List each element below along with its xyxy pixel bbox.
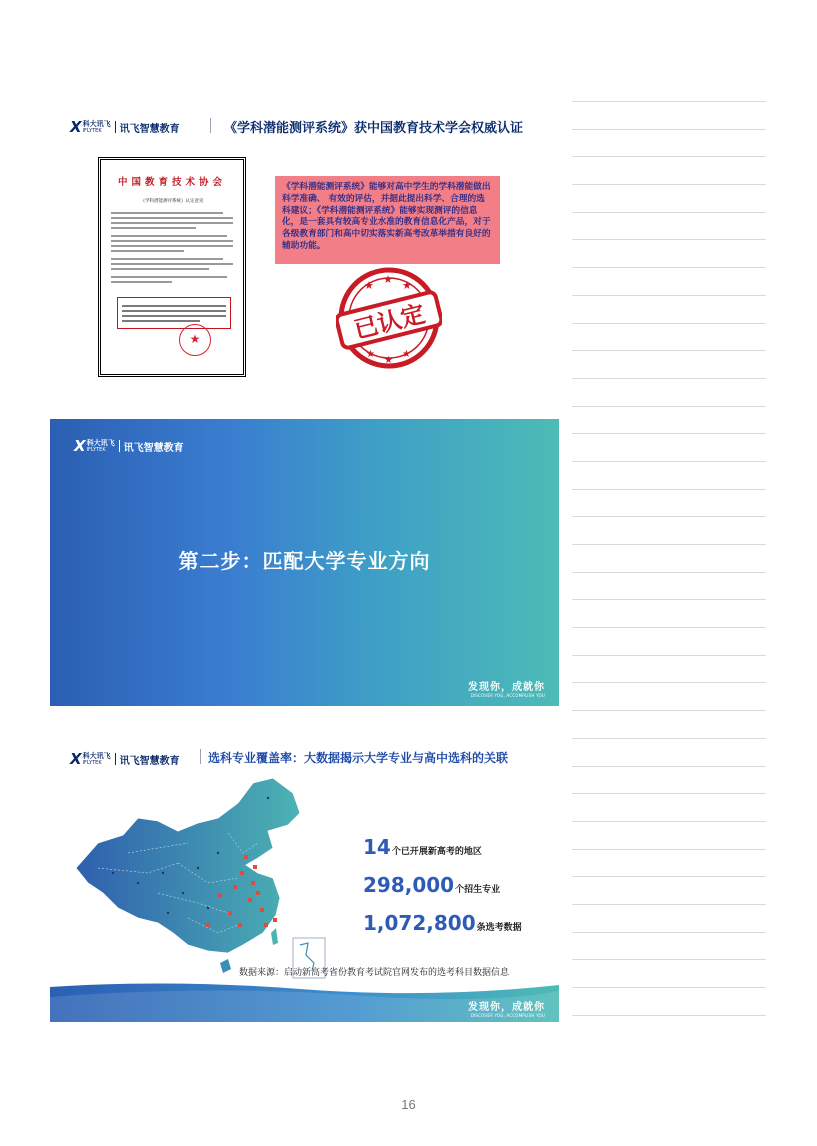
iflytek-mark-icon: X bbox=[70, 118, 81, 136]
slogan-cn: 发现你，成就你 bbox=[468, 1002, 545, 1013]
logo-divider bbox=[115, 753, 116, 765]
description-text: 《学科潜能测评系统》能够对高中学生的学科潜能做出科学准确、 有效的评估，并据此提出科学、合理的选科建议；《学科潜能测评系统》能够实现测评的信息化，是一套具有较高专业水准的教育信息化产品，对于各级教育部门和高中切实落实新高考改革举措有良好的辅助功能。 bbox=[282, 182, 491, 251]
data-source-note: 数据来源：启动新高考省份教育考试院官网发布的选考科目数据信息 bbox=[239, 968, 510, 978]
certificate-body-text bbox=[111, 212, 233, 283]
svg-text:★: ★ bbox=[383, 273, 393, 286]
slide-step-two bbox=[50, 419, 559, 706]
certificate-highlight-box bbox=[117, 297, 231, 329]
iflytek-logo bbox=[70, 118, 180, 136]
stat-records bbox=[363, 911, 522, 935]
slogan bbox=[468, 678, 545, 698]
stat-number: 14 bbox=[363, 835, 391, 859]
certificate-subtitle: 《学科潜能测评系统》认定意见 bbox=[140, 199, 204, 204]
stat-regions bbox=[363, 835, 482, 859]
svg-text:★: ★ bbox=[402, 349, 411, 360]
stat-label: 个招生专业 bbox=[455, 885, 501, 895]
certificate-document bbox=[98, 157, 246, 377]
iflytek-logo bbox=[74, 437, 184, 455]
brand-edu: 讯飞智慧教育 bbox=[119, 123, 180, 135]
slogan-cn: 发现你，成就你 bbox=[468, 682, 545, 693]
brand-name-cn: 科大讯飞 bbox=[82, 751, 111, 760]
brand-name-cn: 科大讯飞 bbox=[86, 438, 115, 447]
certificate-header: 中国教育技术协会 bbox=[117, 177, 226, 188]
svg-text:★: ★ bbox=[364, 279, 374, 292]
slogan bbox=[468, 998, 545, 1018]
iflytek-mark-icon: X bbox=[74, 437, 85, 455]
slogan-en: DISCOVER YOU, ACCOMPLISH YOU bbox=[470, 1013, 545, 1018]
brand-name-en: IFLYTEK bbox=[86, 446, 106, 453]
stat-label: 条选考数据 bbox=[476, 923, 522, 933]
page-number: 16 bbox=[401, 1097, 416, 1112]
logo-divider bbox=[115, 121, 116, 133]
stat-label: 个已开展新高考的地区 bbox=[391, 847, 482, 857]
certificate-seal-icon: ★ bbox=[179, 324, 211, 356]
china-map-icon bbox=[68, 773, 328, 983]
slide-certification bbox=[50, 101, 559, 391]
title-divider bbox=[210, 118, 211, 133]
stat-number: 298,000 bbox=[363, 873, 455, 897]
slide-title: 选科专业覆盖率：大数据揭示大学专业与高中选科的关联 bbox=[208, 751, 509, 765]
brand-edu: 讯飞智慧教育 bbox=[119, 755, 180, 767]
svg-text:★: ★ bbox=[366, 349, 375, 360]
stamp-text: 已认定 bbox=[351, 299, 428, 345]
svg-text:★: ★ bbox=[384, 355, 393, 366]
svg-text:★: ★ bbox=[402, 279, 412, 292]
iflytek-logo bbox=[70, 750, 180, 768]
slide-heading: 第二步：匹配大学专业方向 bbox=[178, 549, 431, 573]
slide-title: 《学科潜能测评系统》获中国教育技术学会权威认证 bbox=[224, 121, 524, 136]
notes-lines bbox=[572, 101, 766, 1042]
stat-majors bbox=[363, 873, 500, 897]
brand-name-cn: 科大讯飞 bbox=[82, 119, 111, 128]
slide-coverage bbox=[50, 733, 559, 1022]
description-box bbox=[275, 176, 500, 264]
approved-stamp-icon bbox=[336, 265, 442, 371]
title-divider bbox=[200, 749, 201, 764]
stat-number: 1,072,800 bbox=[363, 911, 476, 935]
slogan-en: DISCOVER YOU, ACCOMPLISH YOU bbox=[470, 693, 545, 698]
iflytek-mark-icon: X bbox=[70, 750, 81, 768]
logo-divider bbox=[119, 440, 120, 452]
brand-name-en: IFLYTEK bbox=[82, 759, 102, 766]
brand-edu: 讯飞智慧教育 bbox=[123, 442, 184, 454]
brand-name-en: IFLYTEK bbox=[82, 127, 102, 134]
